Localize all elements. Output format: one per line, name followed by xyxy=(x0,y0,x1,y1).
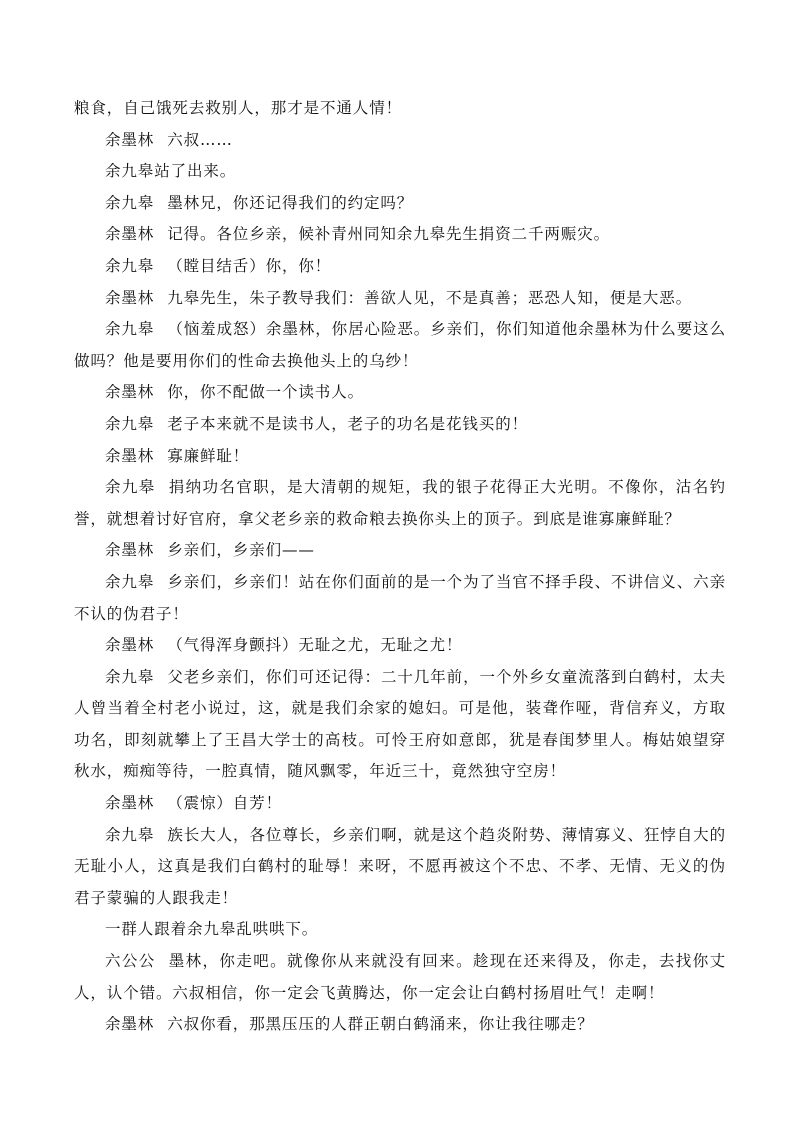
line-text: 六叔你看，那黑压压的人群正朝白鹤涌来，你让我往哪走？ xyxy=(167,1015,594,1034)
line-text: 乡亲们，乡亲们！站在你们面前的是一个为了当官不择手段、不讲信义、六亲不认的伪君子！ xyxy=(74,572,727,623)
dialogue-line xyxy=(74,820,726,915)
line-text: 六叔…… xyxy=(167,130,233,149)
dialogue-line xyxy=(74,219,726,251)
line-text: 老子本来就不是读书人，老子的功名是花钱买的！ xyxy=(167,414,529,433)
speaker-name: 余九皋 xyxy=(105,572,155,591)
speaker-name: 余九皋 xyxy=(105,193,155,212)
line-text: 族长大人，各位尊长，乡亲们啊，就是这个趋炎附势、薄情寡义、狂悖自大的无耻小人，这真是我们白鹤村的耻辱！来呀，不愿再被这个不忠、不孝、无情、无义的伪君子蒙骗的人跟我走！ xyxy=(74,825,727,907)
speaker-name: 余墨林 xyxy=(105,446,155,465)
line-text: 记得。各位乡亲，候补青州同知余九皋先生捐资二千两赈灾。 xyxy=(167,225,611,244)
script-body xyxy=(74,93,726,1041)
speaker-name: 余九皋 xyxy=(105,414,155,433)
line-text: 九皋先生，朱子教导我们：善欲人见，不是真善；恶恐人知，便是大恶。 xyxy=(167,288,693,307)
line-text: 余九皋站了出来。 xyxy=(105,162,237,181)
dialogue-line xyxy=(74,788,726,820)
speaker-name: 余九皋 xyxy=(105,478,156,497)
speaker-name: 余墨林 xyxy=(105,130,155,149)
speaker-name: 六公公 xyxy=(105,952,156,971)
stage-direction xyxy=(74,156,726,188)
speaker-name: 余九皋 xyxy=(105,320,155,339)
dialogue-line xyxy=(74,567,726,630)
dialogue-line xyxy=(74,630,726,662)
speaker-name: 余墨林 xyxy=(105,383,155,402)
dialogue-line xyxy=(74,1009,726,1041)
stage-direction xyxy=(74,914,726,946)
speaker-name: 余九皋 xyxy=(105,667,155,686)
line-text: （气得浑身颤抖）无耻之尤，无耻之尤！ xyxy=(167,636,463,655)
speaker-name: 余墨林 xyxy=(105,541,155,560)
line-text: （瞠目结舌）你，你！ xyxy=(167,256,332,275)
line-text: 粮食，自己饿死去救别人，那才是不通人情！ xyxy=(74,99,403,117)
line-text: 寡廉鲜耻！ xyxy=(167,446,250,465)
speaker-name: 余九皋 xyxy=(105,825,155,844)
stage-direction xyxy=(74,93,726,125)
line-text: 墨林兄，你还记得我们的约定吗？ xyxy=(167,193,414,212)
dialogue-line xyxy=(74,441,726,473)
dialogue-line xyxy=(74,409,726,441)
line-text: （恼羞成怒）余墨林，你居心险恶。乡亲们，你们知道他余墨林为什么要这么做吗？他是要用你们的性命去换他头上的乌纱！ xyxy=(74,320,727,370)
line-text: 捐纳功名官职，是大清朝的规矩，我的银子花得正大光明。不像你，沽名钓誉，就想着讨好官府，拿父老乡亲的救命粮去换你头上的顶子。到底是谁寡廉鲜耻？ xyxy=(74,478,727,528)
dialogue-line xyxy=(74,188,726,220)
dialogue-line xyxy=(74,946,726,1009)
speaker-name: 余九皋 xyxy=(105,256,155,275)
dialogue-line xyxy=(74,535,726,567)
speaker-name: 余墨林 xyxy=(105,636,155,655)
dialogue-line xyxy=(74,662,726,788)
line-text: （震惊）自芳！ xyxy=(167,794,283,813)
speaker-name: 余墨林 xyxy=(105,288,155,307)
speaker-name: 余墨林 xyxy=(105,1015,155,1034)
line-text: 父老乡亲们，你们可还记得：二十几年前，一个外乡女童流落到白鹤村，太夫人曾当着全村老小说过，这，就是我们余家的媳妇。可是他，装聋作哑，背信弃义，方取功名，即刻就攀上了王昌大学士的高枝。可怜王府如意郎，犹是春闺梦里人。梅姑娘望穿秋水，痴痴等待，一腔真情，随风飘零，年近三十，竟然独守空房！ xyxy=(74,667,727,781)
dialogue-line xyxy=(74,283,726,315)
speaker-name: 余墨林 xyxy=(105,225,155,244)
dialogue-line xyxy=(74,125,726,157)
line-text: 你，你不配做一个读书人。 xyxy=(167,383,365,402)
line-text: 墨林，你走吧。就像你从来就没有回来。趁现在还来得及，你走，去找你丈人，认个错。六叔相信，你一定会飞黄腾达，你一定会让白鹤村扬眉吐气！走啊！ xyxy=(74,952,727,1002)
dialogue-line xyxy=(74,251,726,283)
dialogue-line xyxy=(74,377,726,409)
line-text: 一群人跟着余九皋乱哄哄下。 xyxy=(105,920,319,939)
dialogue-line xyxy=(74,472,726,535)
dialogue-line xyxy=(74,314,726,377)
line-text: 乡亲们，乡亲们—— xyxy=(167,541,315,560)
speaker-name: 余墨林 xyxy=(105,794,155,813)
